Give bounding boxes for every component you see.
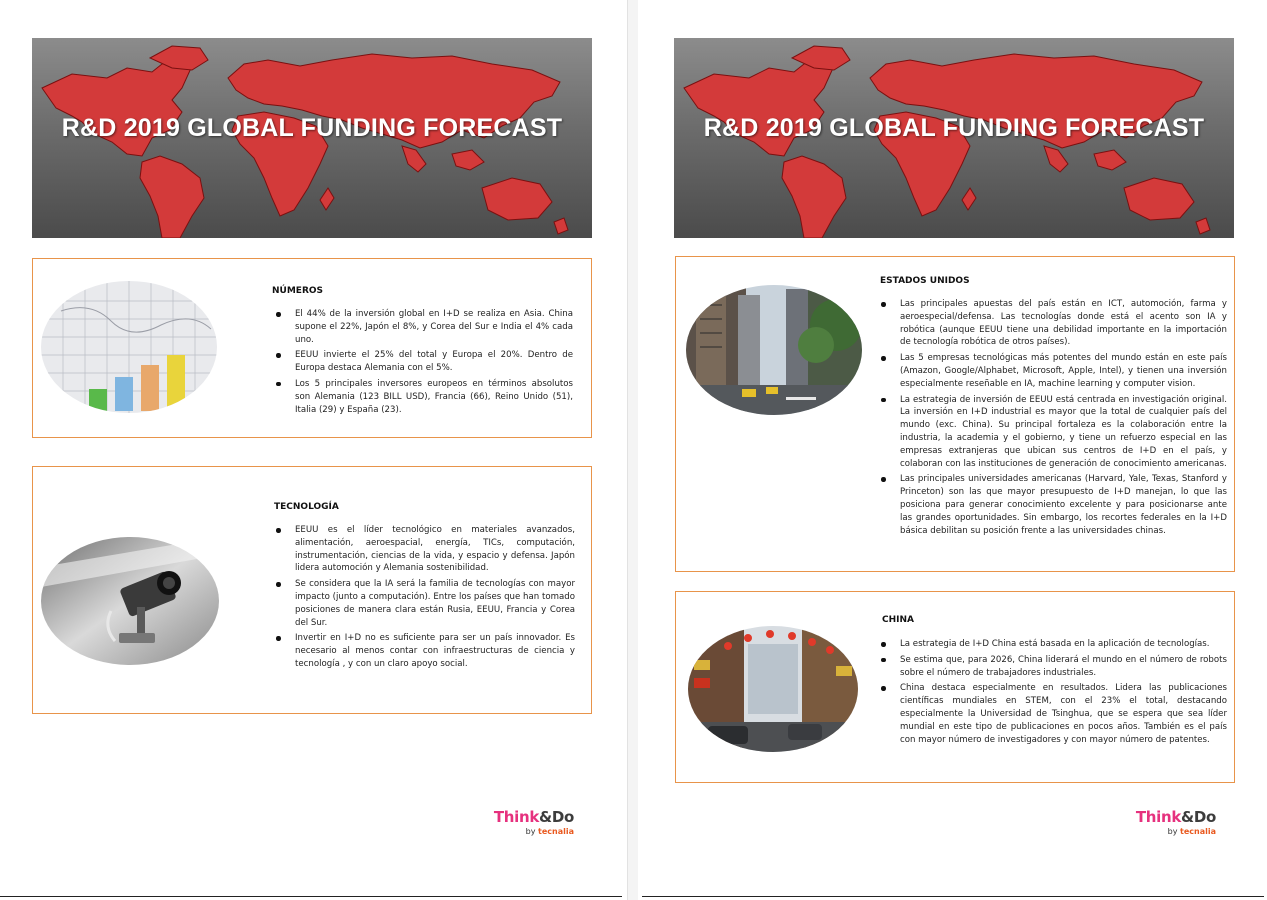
list-item: EEUU invierte el 25% del total y Europa el 20%. Dentro de Europa destaca Alemania con el 5%. (273, 349, 573, 375)
tecnologia-title: TECNOLOGÍA (274, 502, 339, 512)
page-right (638, 0, 1264, 900)
bullet-icon (881, 477, 886, 482)
banner-world-map (674, 38, 1234, 238)
bar-chart-image (41, 281, 217, 413)
page-bottom-rule (642, 896, 1264, 897)
list-item: China destaca especialmente en resultados. Lidera las publicaciones científicas mundiales en STEM, con el 23% el total, destacando especialmente la Universidad de Tsinghua, que se espera que sea líder mundial en este tipo de publicaciones en pocos años. También es el país con mayor número de investigadores y con mayor número de patentes. (878, 682, 1227, 746)
list-item: EEUU es el líder tecnológico en materiales avanzados, alimentación, aeroespacial, energía, TICs, computación, instrumentación, ciencias de la vida, y espacio y defensa. Japón lidera automoción y Alemania sostenibilidad. (273, 524, 575, 575)
list-item: La estrategia de I+D China está basada en la aplicación de tecnologías. (878, 638, 1227, 651)
list-item: Los 5 principales inversores europeos en términos absolutos son Alemania (123 BILL USD), Francia (66), Reino Unido (51), Italia (29) y España (23). (273, 378, 573, 416)
new-york-street-image (686, 285, 862, 415)
bullet-icon (276, 382, 281, 387)
china-list (878, 638, 1227, 749)
page-left (0, 0, 626, 900)
list-item: Se estima que, para 2026, China liderará el mundo en el número de robots sobre el número de trabajadores industriales. (878, 654, 1227, 680)
china-title: CHINA (882, 615, 914, 625)
security-camera-image (41, 537, 219, 665)
bullet-icon (276, 636, 281, 641)
list-item: Las principales apuestas del país están en ICT, automoción, farma y aeroespecial/defensa. Las tecnologías donde está el acento son IA y robótica (aunque EEUU tiene una debilidad importante en la importación de tecnología robótica de otros países). (878, 298, 1227, 349)
bullet-icon (881, 302, 886, 307)
estados-unidos-list (878, 298, 1227, 540)
think-and-do-logo (1112, 808, 1216, 836)
list-item: Invertir en I+D no es suficiente para ser un país innovador. Es necesario al menos contar con infraestructuras de ciencia y tecnología , y con un claro apoyo social. (273, 632, 575, 670)
bullet-icon (276, 528, 281, 533)
banner-title: R&D 2019 GLOBAL FUNDING FORECAST (61, 114, 563, 142)
bullet-icon (881, 642, 886, 647)
tecnologia-card (32, 466, 592, 714)
logo-wordmark: Think&Do (1135, 808, 1216, 826)
list-item: Las principales universidades americanas (Harvard, Yale, Texas, Stanford y Princeton) son las que mayor presupuesto de I+D manejan, lo que las posiciona para generar conocimiento excelente y para posicionarse ante las grandes oportunidades. Sin embargo, los recortes federales en la I+D básica debilitan su posición frente a las universidades chinas. (878, 473, 1227, 537)
bullet-icon (276, 582, 281, 587)
think-and-do-logo (470, 808, 574, 836)
numeros-list (273, 308, 573, 419)
bullet-icon (881, 398, 886, 403)
bullet-icon (881, 686, 886, 691)
chinatown-street-image (688, 626, 858, 752)
logo-wordmark: Think&Do (493, 808, 574, 826)
list-item: La estrategia de inversión de EEUU está centrada en investigación original. La inversión en I+D industrial es mayor que la total de cualquier país del mundo (exc. China). Su principal fortaleza es la colaboración entre la industria, la academia y el gobierno, y tiene un refuerzo especial en las empresas extranjeras que ubican sus centros de I+D en el país, y colaboran con las instituciones de generación de conocimiento americanas. (878, 394, 1227, 471)
banner-title: R&D 2019 GLOBAL FUNDING FORECAST (703, 114, 1205, 142)
list-item: Se considera que la IA será la familia de tecnologías con mayor impacto (junto a computación). Entre los países que han tomado posiciones de manera clara están Rusia, EEUU, Francia y Corea del Sur. (273, 578, 575, 629)
logo-tagline: by tecnalia (1167, 827, 1216, 836)
bullet-icon (276, 353, 281, 358)
tecnologia-list (273, 524, 575, 674)
bullet-icon (276, 312, 281, 317)
list-item: Las 5 empresas tecnológicas más potentes del mundo están en este país (Amazon, Google/Alphabet, Microsoft, Apple, Intel), y tienen una inversión especialmente reseñable en IA, machine learning y computer vision. (878, 352, 1227, 390)
logo-tagline: by tecnalia (525, 827, 574, 836)
bullet-icon (881, 658, 886, 663)
bullet-icon (881, 356, 886, 361)
estados-unidos-title: ESTADOS UNIDOS (880, 276, 970, 286)
numeros-title: NÚMEROS (272, 286, 324, 296)
banner-world-map (32, 38, 592, 238)
page-bottom-rule (0, 896, 622, 897)
numeros-card (32, 258, 592, 438)
list-item: El 44% de la inversión global en I+D se realiza en Asia. China supone el 22%, Japón el 8%, y Corea del Sur e India el 4% cada uno. (273, 308, 573, 346)
china-card (675, 591, 1235, 783)
estados-unidos-card (675, 256, 1235, 572)
